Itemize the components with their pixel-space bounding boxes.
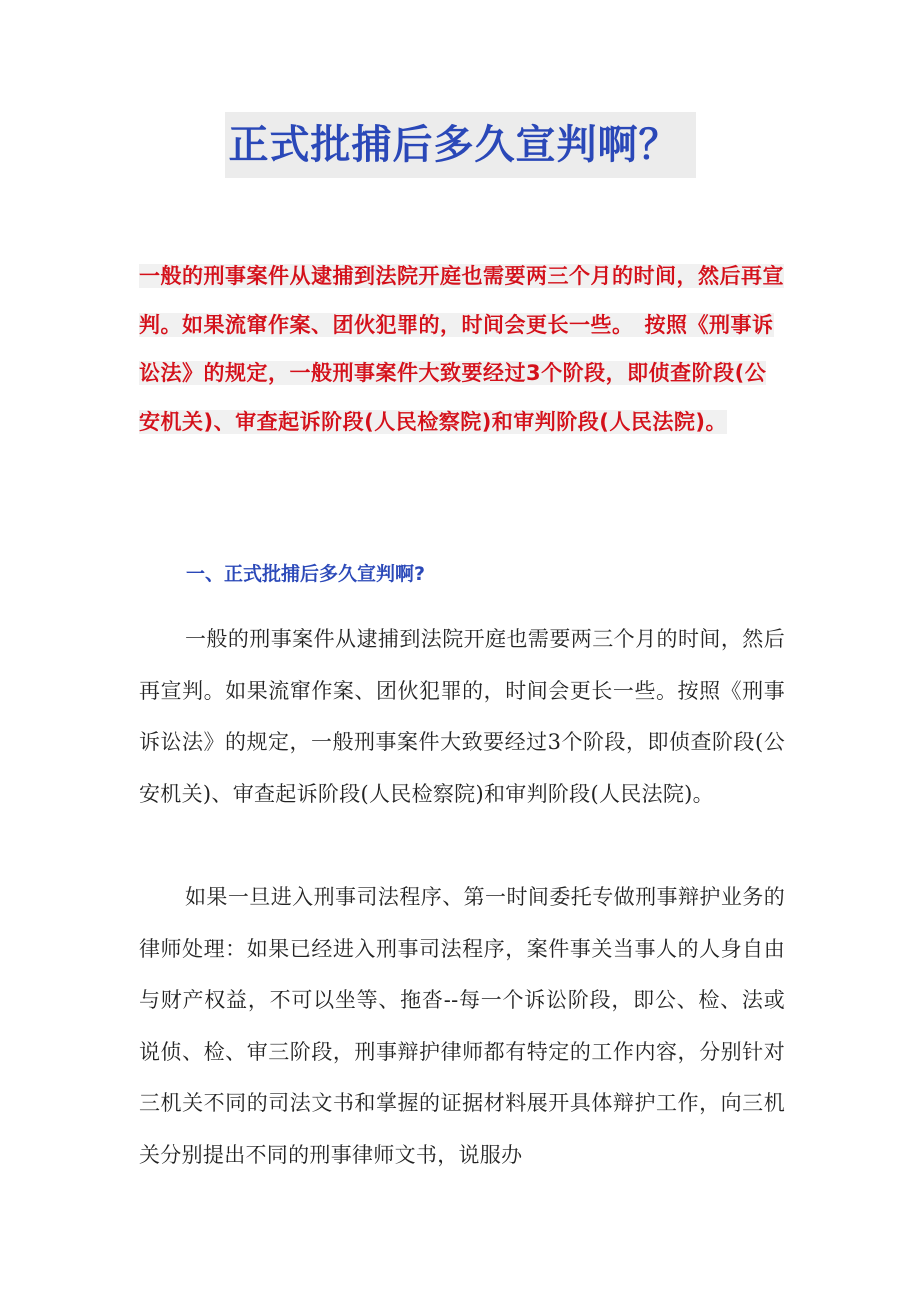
- section-heading: 一、正式批捕后多久宣判啊?: [186, 563, 426, 585]
- summary-text: 一般的刑事案件从逮捕到法院开庭也需要两三个月的时间，然后再宣判。如果流窜作案、团伙犯罪的，时间会更长一些。 按照《刑事诉讼法》的规定，一般刑事案件大致要经过3个阶段，即侦查阶段(公安机关)、审查起诉阶段(人民检察院)和审判阶段(人民法院)。: [139, 264, 784, 434]
- title-block: [0, 112, 920, 178]
- summary-paragraph: [139, 252, 787, 446]
- page-title: 正式批捕后多久宣判啊？: [225, 112, 696, 178]
- body-paragraph: 一般的刑事案件从逮捕到法院开庭也需要两三个月的时间，然后再宣判。如果流窜作案、团伙犯罪的，时间会更长一些。按照《刑事诉讼法》的规定，一般刑事案件大致要经过3个阶段，即侦查阶段(公安机关)、审查起诉阶段(人民检察院)和审判阶段(人民法院)。: [139, 627, 785, 806]
- body-paragraph: 如果一旦进入刑事司法程序、第一时间委托专做刑事辩护业务的律师处理：如果已经进入刑事司法程序，案件事关当事人的人身自由与财产权益，不可以坐等、拖沓--每一个诉讼阶段，即公、检、法或说侦、检、审三阶段，刑事辩护律师都有特定的工作内容，分别针对三机关不同的司法文书和掌握的证据材料展开具体辩护工作，向三机关分别提出不同的刑事律师文书，说服办: [139, 885, 785, 1167]
